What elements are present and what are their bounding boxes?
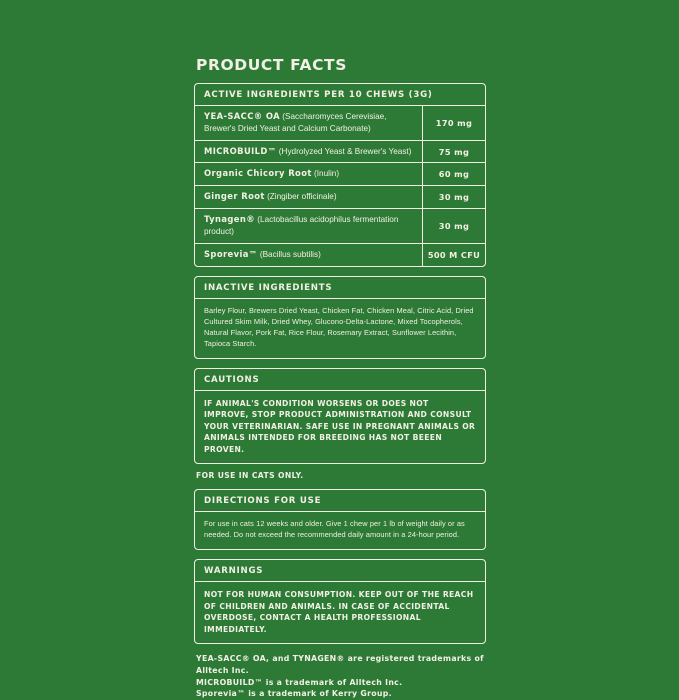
product-facts-panel — [194, 56, 486, 700]
ingredient-name-bold: Sporevia™ — [204, 248, 258, 259]
directions-header: DIRECTIONS FOR USE — [195, 490, 485, 512]
warnings-block — [194, 559, 486, 644]
page-title: PRODUCT FACTS — [196, 56, 347, 74]
ingredient-name — [195, 106, 423, 140]
ingredient-amount: 75 mg — [438, 146, 470, 157]
cautions-header: CAUTIONS — [195, 369, 485, 391]
active-ingredients-table — [195, 106, 485, 266]
table-row — [195, 141, 485, 164]
ingredient-amount: 30 mg — [438, 192, 470, 203]
directions-body: For use in cats 12 weeks and older. Give 1 chew per 1 lb of weight daily or as needed. Do not exceed the recommended daily amount in a 24-hour period. — [204, 519, 465, 540]
footnote-line: YEA-SACC® OA, and TYNAGEN® are registered trademarks of Alltech Inc. — [196, 654, 484, 675]
footnotes — [196, 653, 486, 700]
ingredient-name-bold: YEA-SACC® OA — [204, 111, 281, 121]
table-row — [195, 186, 485, 209]
table-row — [195, 106, 485, 141]
ingredient-amount: 500 M CFU — [427, 249, 481, 260]
ingredient-amount: 170 mg — [435, 117, 473, 128]
ingredient-name-rest: (Lactobacillus acidophilus fermentation product) — [204, 215, 399, 237]
ingredient-name — [195, 244, 423, 266]
inactive-ingredients-body: Barley Flour, Brewers Dried Yeast, Chicken Fat, Chicken Meal, Citric Acid, Dried Cultured Skim Milk, Dried Whey, Glucono-Delta-Lactone, Mixed Tocopherols, Natural Flavor, Pork Fat, Rice Flour, Rosemary Extract, Sunflower Lecithin, Tapioca Starch. — [204, 305, 474, 348]
ingredient-name-rest: (Saccharomyces Cerevisiae, Brewer's Dried Yeast and Calcium Carbonate) — [204, 112, 387, 133]
cats-only-note: FOR USE IN CATS ONLY. — [196, 471, 304, 481]
cautions-block — [194, 368, 486, 465]
inactive-ingredients-block — [194, 276, 486, 359]
cautions-body: IF ANIMAL'S CONDITION WORSENS OR DOES NOT IMPROVE, STOP PRODUCT ADMINISTRATION AND CONSULT YOUR VETERINARIAN. SAFE USE IN PREGNANT ANIMALS OR ANIMALS INTENDED FOR BREEDING HAS NOT BEEEN PROVEN. — [204, 398, 476, 454]
table-row — [195, 163, 485, 186]
footnote-line: Sporevia™ is a trademark of Kerry Group. — [196, 689, 392, 699]
footnote-line: MICROBUILD™ is a trademark of Alltech Inc. — [196, 677, 403, 687]
table-row — [195, 209, 485, 244]
warnings-body: NOT FOR HUMAN CONSUMPTION. KEEP OUT OF THE REACH OF CHILDREN AND ANIMALS. IN CASE OF ACCIDENTAL OVERDOSE, CONTACT A HEALTH PROFESSIONAL IMMEDIATELY. — [204, 590, 474, 634]
ingredient-name-rest: (Zingiber officinale) — [264, 192, 337, 202]
ingredient-name-rest: (Bacillus subtilis) — [257, 249, 321, 259]
active-ingredients-block — [194, 83, 486, 267]
ingredient-name-bold: Organic Chicory Root — [204, 168, 312, 179]
directions-block — [194, 489, 486, 550]
ingredient-name-rest: (Hydrolyzed Yeast & Brewer's Yeast) — [276, 146, 412, 156]
warnings-header: WARNINGS — [195, 560, 485, 582]
ingredient-name-bold: Ginger Root — [204, 191, 265, 202]
active-ingredients-header: ACTIVE INGREDIENTS PER 10 CHEWS (3G) — [195, 84, 485, 106]
ingredient-amount: 30 mg — [438, 221, 470, 232]
ingredient-amount: 60 mg — [438, 169, 470, 180]
ingredient-name — [195, 186, 423, 208]
ingredient-name-bold: Tynagen® — [204, 214, 256, 225]
ingredient-name — [195, 141, 423, 163]
table-row — [195, 244, 485, 266]
ingredient-name — [195, 209, 423, 243]
ingredient-name-bold: MICROBUILD™ — [204, 145, 277, 156]
inactive-ingredients-header: INACTIVE INGREDIENTS — [195, 277, 485, 299]
ingredient-name-rest: (Inulin) — [311, 169, 340, 179]
ingredient-name — [195, 163, 423, 185]
